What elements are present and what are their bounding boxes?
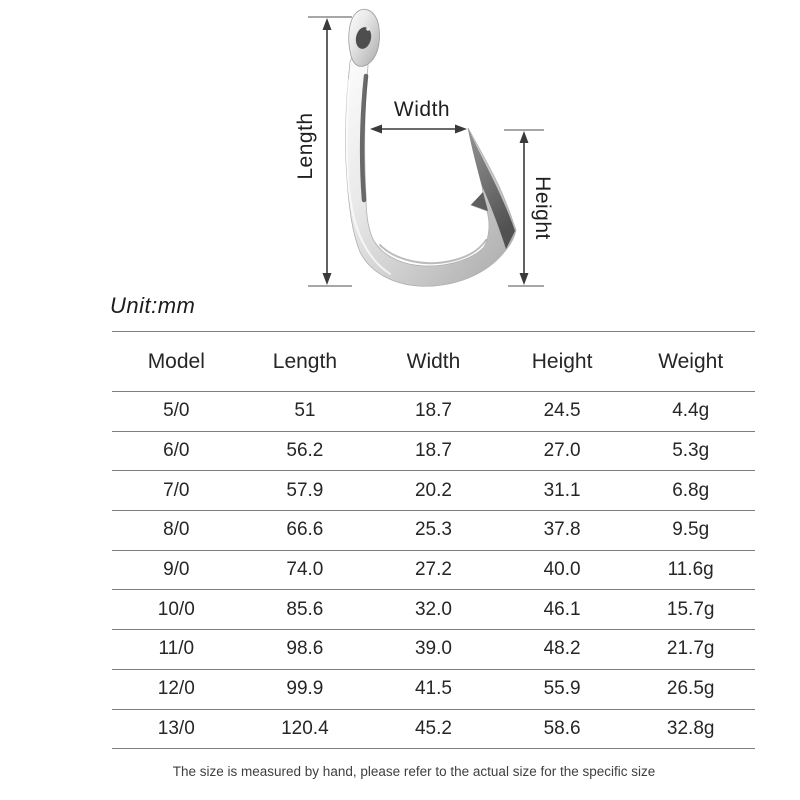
- table-cell: 18.7: [414, 400, 452, 422]
- table-cell: 32.8g: [666, 717, 715, 739]
- column-header: Length: [272, 349, 337, 373]
- size-table-body: [112, 392, 755, 749]
- table-cell: 6.8g: [672, 479, 710, 501]
- table-cell: 120.4: [281, 717, 329, 739]
- size-table: [112, 331, 755, 749]
- table-cell: 74.0: [286, 559, 324, 581]
- table-row: [112, 471, 755, 511]
- table-cell: 10/0: [157, 598, 195, 620]
- table-cell: 45.2: [414, 717, 452, 739]
- table-cell: 85.6: [286, 598, 324, 620]
- table-cell: 27.0: [543, 440, 581, 462]
- table-cell: 9/0: [163, 559, 190, 581]
- table-cell: 48.2: [543, 638, 581, 660]
- table-cell: 11/0: [158, 638, 195, 660]
- table-row: [112, 392, 755, 432]
- table-cell: 31.1: [543, 479, 581, 501]
- table-cell: 9.5g: [672, 519, 710, 541]
- table-cell: 41.5: [414, 678, 452, 700]
- table-row: [112, 590, 755, 630]
- table-cell: 51: [294, 400, 316, 422]
- table-cell: 5/0: [163, 400, 190, 422]
- size-table-header: [112, 332, 755, 392]
- table-cell: 99.9: [286, 678, 324, 700]
- hook-diagram: [0, 0, 800, 330]
- table-cell: 27.2: [414, 559, 452, 581]
- column-header: Model: [147, 349, 205, 373]
- column-header: Width: [406, 349, 461, 373]
- table-cell: 20.2: [414, 479, 452, 501]
- table-cell: 66.6: [286, 519, 324, 541]
- table-cell: 7/0: [163, 479, 190, 501]
- table-row: [112, 431, 755, 471]
- unit-label: Unit:mm: [110, 293, 196, 318]
- table-cell: 46.1: [543, 598, 581, 620]
- table-row: [112, 709, 755, 749]
- table-cell: 56.2: [286, 440, 324, 462]
- width-dimension-arrow: [370, 125, 467, 134]
- column-header: Height: [531, 349, 593, 373]
- table-cell: 11.6g: [667, 559, 714, 581]
- table-row: [112, 550, 755, 590]
- table-cell: 12/0: [157, 678, 195, 700]
- fishing-hook-graphic: [346, 9, 516, 286]
- table-cell: 25.3: [414, 519, 452, 541]
- table-cell: 40.0: [543, 559, 581, 581]
- table-cell: 26.5g: [666, 678, 715, 700]
- table-cell: 5.3g: [672, 440, 710, 462]
- table-cell: 6/0: [163, 440, 190, 462]
- table-cell: 18.7: [414, 440, 452, 462]
- table-cell: 21.7g: [666, 638, 715, 660]
- table-cell: 32.0: [414, 598, 452, 620]
- footer-note: The size is measured by hand, please refer to the actual size for the specific size: [172, 764, 656, 779]
- table-row: [112, 630, 755, 670]
- table-cell: 8/0: [163, 519, 190, 541]
- table-cell: 55.9: [543, 678, 581, 700]
- table-cell: 13/0: [157, 717, 195, 739]
- table-cell: 4.4g: [672, 400, 710, 422]
- table-cell: 57.9: [286, 479, 324, 501]
- table-cell: 58.6: [543, 717, 581, 739]
- table-cell: 39.0: [414, 638, 452, 660]
- height-dimension-label: Height: [531, 176, 554, 240]
- table-row: [112, 511, 755, 551]
- width-dimension-label: Width: [393, 98, 451, 121]
- length-dimension-label: Length: [294, 112, 317, 180]
- table-cell: 98.6: [286, 638, 324, 660]
- table-row: [112, 669, 755, 709]
- header-row: [112, 332, 755, 392]
- table-cell: 15.7g: [666, 598, 715, 620]
- column-header: Weight: [658, 349, 724, 373]
- table-cell: 24.5: [543, 400, 581, 422]
- table-cell: 37.8: [543, 519, 581, 541]
